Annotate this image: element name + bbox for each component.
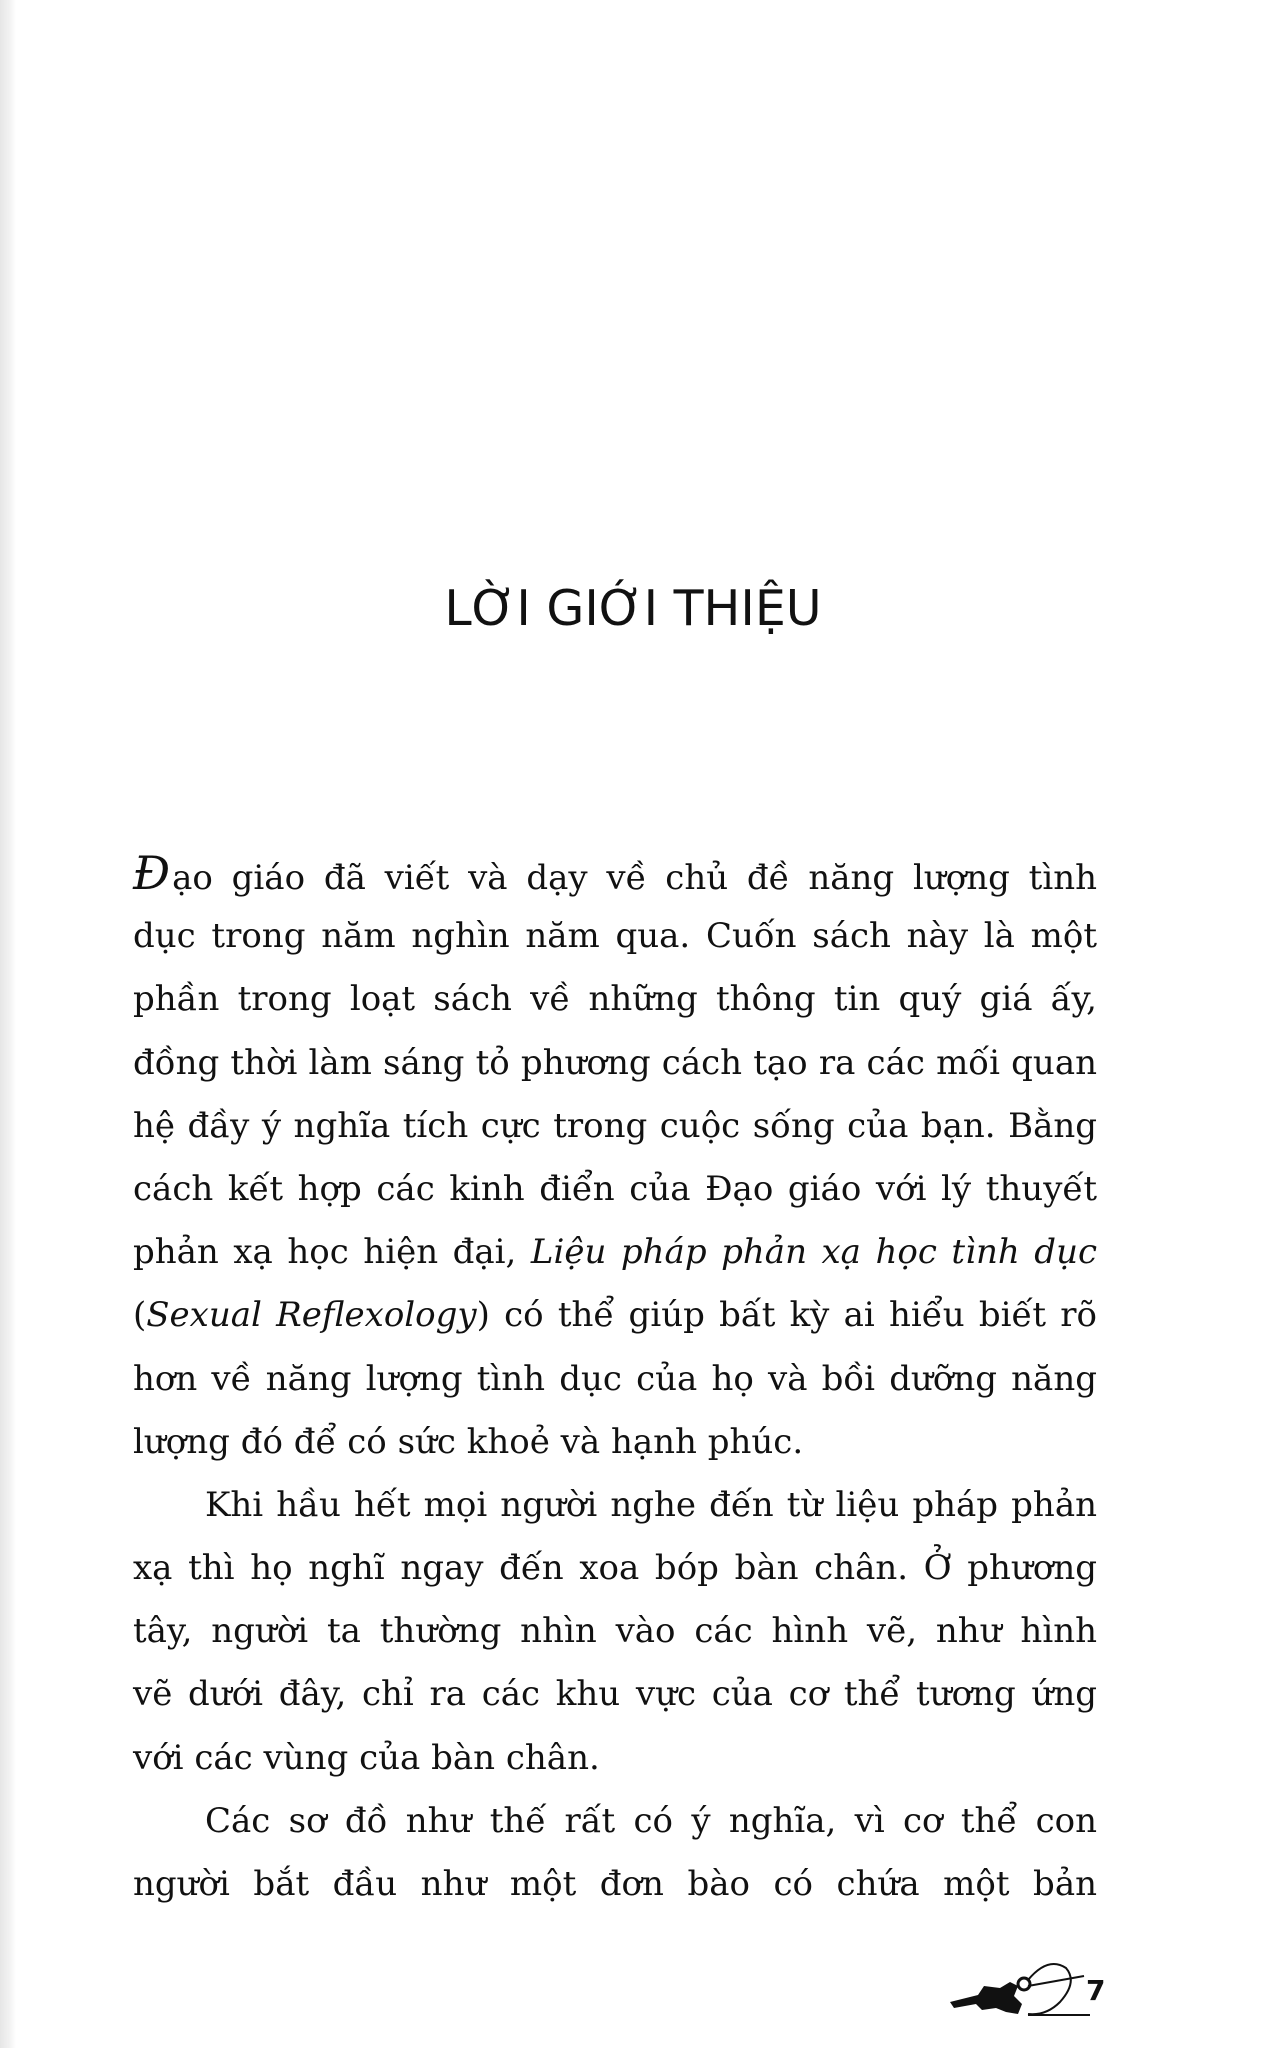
page-edge-shadow	[0, 0, 16, 2048]
text-line: với các vùng của bàn chân.	[133, 1737, 600, 1778]
text-line: vẽ dưới đây, chỉ ra các khu vực của cơ thể tương ứng	[133, 1674, 1097, 1715]
text-line: cách kết hợp các kinh điển của Đạo giáo với lý thuyết	[133, 1168, 1097, 1209]
english-title-italic: Sexual Reflexology	[146, 1295, 477, 1336]
text-line: dục trong năm nghìn năm qua. Cuốn sách này là một	[133, 916, 1097, 957]
text-line: lượng đó để có sức khoẻ và hạnh phúc.	[133, 1421, 804, 1462]
text-line: Các sơ đồ như thế rất có ý nghĩa, vì cơ thể con	[205, 1800, 1097, 1841]
page-footer	[940, 1950, 1120, 2020]
text-line: người bắt đầu như một đơn bào có chứa một bản	[133, 1864, 1097, 1904]
archer-ornament-icon	[948, 1958, 1098, 2018]
chapter-title: LỜI GIỚI THIỆU	[444, 580, 822, 637]
text-line: phản xạ học hiện đại, Liệu pháp phản xạ học tình dục	[133, 1232, 1098, 1273]
text-line: phần trong loạt sách về những thông tin quý giá ấy,	[133, 979, 1097, 1020]
book-title-italic: Liệu pháp phản xạ học tình dục	[530, 1232, 1098, 1273]
dropcap-letter: Đ	[133, 846, 171, 900]
text-line: Khi hầu hết mọi người nghe đến từ liệu pháp phản	[205, 1484, 1097, 1525]
paragraph-1	[133, 842, 1097, 1474]
page-number: 7	[1086, 1974, 1106, 2007]
paragraph-3	[133, 1790, 1097, 1916]
text-line: đồng thời làm sáng tỏ phương cách tạo ra các mối quan	[133, 1042, 1097, 1083]
text-line: hệ đầy ý nghĩa tích cực trong cuộc sống của bạn. Bằng	[133, 1105, 1097, 1146]
text-line: hơn về năng lượng tình dục của họ và bồi dưỡng năng	[133, 1358, 1097, 1399]
text-line: xạ thì họ nghĩ ngay đến xoa bóp bàn chân. Ở phương	[133, 1548, 1097, 1589]
text-line: Đạo giáo đã viết và dạy về chủ đề năng lượng tình	[133, 842, 1097, 905]
body-text	[133, 842, 1097, 1916]
paragraph-2	[133, 1474, 1097, 1790]
text-line: (Sexual Reflexology) có thể giúp bất kỳ ai hiểu biết rõ	[133, 1295, 1097, 1336]
text-line: tây, người ta thường nhìn vào các hình vẽ, như hình	[133, 1611, 1097, 1652]
